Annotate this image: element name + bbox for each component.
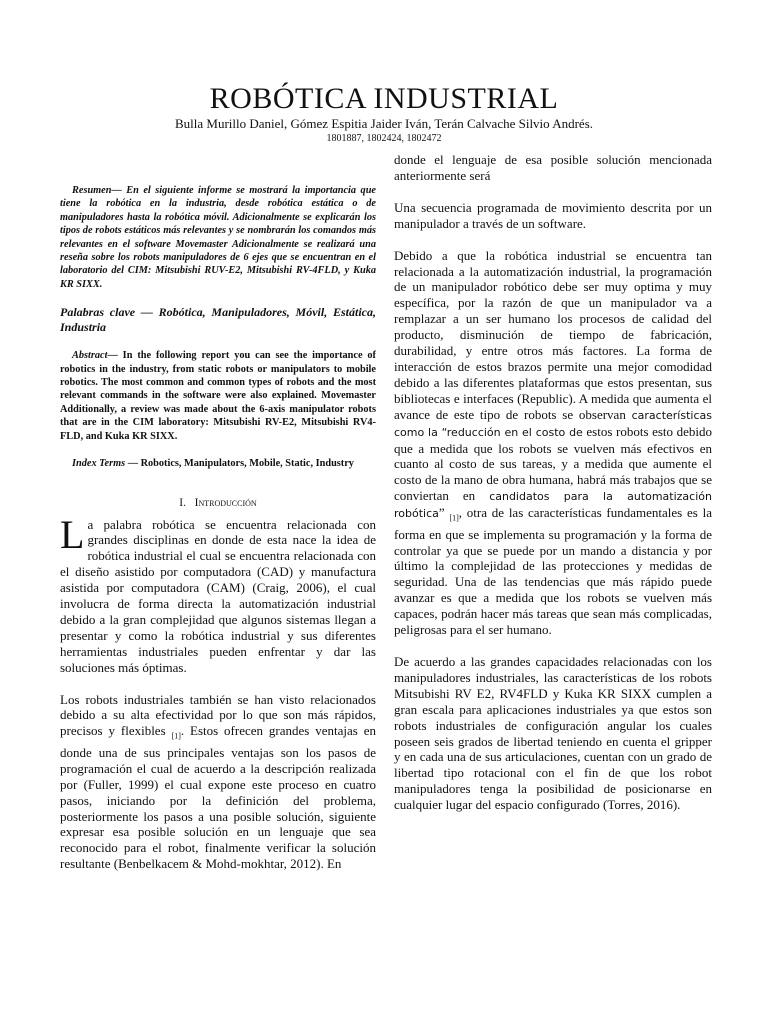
keywords-paragraph: Palabras clave — Robótica, Manipuladores, Móvil, Estática, Industria xyxy=(60,305,376,335)
right-paragraph-3-part-d: , otra de las características fundamentales es la forma en que se implementa su programación y la forma de controlar ya que se puede por un mando a distancia y por último la complejidad de las protecciones y medidas de seguridad. Una de las tendencias que más rápido puede avanzar es que a medida que los robots se vuelven más capaces, podrán hacer más tareas que sean más complicadas, peligrosas para el ser humano. xyxy=(394,505,712,638)
intro-paragraph-2-part-b: . Estos ofrecen grandes ventajas en donde una de sus principales ventajas son los pasos de programación el cual de acuerdo a la descripción realizada por (Fuller, 1999) el cual expone este proceso en cuatro pasos, iniciando por la definición del problema, posteriormente los pasos a una posible solución, siguiente expresar esa posible solución en un lenguaje que sea reconocido para el robot, finalmente verificar la solución resultante (Benbelkacem & Mohd-mokhtar, 2012). En xyxy=(60,723,376,872)
intro-paragraph-1-text: a palabra robótica se encuentra relacionada con grandes disciplinas en donde de esta nace la idea de robótica industrial el cual se encuentra relacionada con el diseño asistido por computadora (CAD) y manufactura asistida por computadora (CAM) (Craig, 2006), el cual involucra de forma directa la automatización industrial debido a la gran complejidad que algunos sistemas llegan a presentar y como la robótica industrial y sus diferentes herramientas industriales pueden enfrentar y dar las soluciones más óptimas. xyxy=(60,516,376,675)
resumen-paragraph: Resumen— En el siguiente informe se mostrará la importancia que tiene la robótica en la industria, desde robótica estática o de manipuladores hasta la robótica móvil. Adicionalmente se explicarán los tipos de robots estáticos más relevantes y se nombrarán los comandos más relevantes en el software Movemaster Adicionalmente se realizará una reseña sobre los robots manipuladores de 6 ejes que se encuentran en el laboratorio del CIM: Mitsubishi RUV-E2, Mitsubishi RV-4FLD, y Kuka KR SIXX. xyxy=(60,185,376,290)
drop-cap: L xyxy=(60,511,85,557)
section-number: I. xyxy=(179,496,186,509)
left-column xyxy=(60,184,376,872)
right-paragraph-3-part-b: estos robots esto debido que a medida que los robots se vuelven más efectivos en cuanto al costo de sus tareas, y a medida que aumente el costo de la mano de obra humana, habrá más trabajos que se conviertan en xyxy=(394,423,712,504)
section-title-first: I xyxy=(194,496,199,509)
student-ids: 1801887, 1802424, 1802472 xyxy=(326,133,442,144)
section-title-rest: ntroducción xyxy=(198,496,257,509)
quote-part-1: características como la “reducción en el costo de xyxy=(394,408,712,439)
citation-ref: [1] xyxy=(449,513,459,523)
index-terms-paragraph xyxy=(60,457,376,470)
right-paragraph-2: Una secuencia programada de movimiento descrita por un manipulador a través de un software. xyxy=(394,199,712,231)
quote-part-2: candidatos para la automatización robótica xyxy=(394,490,712,521)
citation-ref: [1] xyxy=(171,731,181,741)
section-heading xyxy=(60,497,376,509)
right-paragraph-1: donde el lenguaje de esa posible solución mencionada anteriormente será xyxy=(394,152,712,183)
abstract-text: — In the following report you can see the importance of robotics in the industry, from static robots or manipulators to mobile robotics. The most common and common types of robots and the most relevant commands in the software were also explained. Movemaster Additionally, a review was made about the 6-axis manipulator robots that are in the CIM laboratory: Mitsubishi RV-E2, Mitsubishi RV4-FLD, and Kuka KR SIXX. xyxy=(60,350,376,442)
right-paragraph-4: De acuerdo a las grandes capacidades relacionadas con los manipuladores industriales, las características de los robots Mitsubishi RV E2, RV4FLD y Kuka KR SIXX cumplen a gran escala para aplicaciones industriales ya que estos son robots industriales de configuración angular los cuales poseen seis grados de libertad teniendo en cuenta el gripper y en cada una de sus articulaciones, cuentan con un grado de libertad tipo rotacional con el fin de que los robot manipuladores tenga la posibilidad de posicionarse en cualquier lugar del espacio configurado (Torres, 2016). xyxy=(394,653,712,813)
paper-authors: Bulla Murillo Daniel, Gómez Espitia Jaider Iván, Terán Calvache Silvio Andrés. xyxy=(175,116,593,131)
paper-title: ROBÓTICA INDUSTRIAL xyxy=(209,82,559,115)
intro-paragraph-1 xyxy=(60,511,376,676)
abstract-paragraph xyxy=(60,349,376,443)
intro-paragraph-2-part-a: Los robots industriales también se han visto relacionados debido a su alta efectividad por lo que son más rápidos, precisos y flexibles xyxy=(60,691,376,739)
intro-paragraph-2 xyxy=(60,692,376,873)
right-paragraph-3-part-a: Debido a que la robótica industrial se encuentra tan relacionada a la automatización industrial, la programación de un manipulador robótico debe ser muy optima y muy específica, por la razón de que un manipulador va a remplazar a un ser humano los procesos de calidad del producto, disminución de tiempo de fabricación, durabilidad, y entre otros más factores. La forma de interacción de estos brazos permite una mejor comodidad debido a las diferentes plataformas que estos presentan, sus bibliotecas e interfaces (Republic). A medida que aumenta el avance de este tipo de robots se observan xyxy=(394,247,712,422)
right-column xyxy=(394,152,712,813)
index-terms-lead: Index Terms xyxy=(72,458,126,470)
index-terms-text: — Robotics, Manipulators, Mobile, Static, Industry xyxy=(125,458,354,470)
right-paragraph-3 xyxy=(394,248,712,638)
quote-close: ” xyxy=(438,505,450,521)
abstract-lead: Abstract xyxy=(72,350,108,362)
